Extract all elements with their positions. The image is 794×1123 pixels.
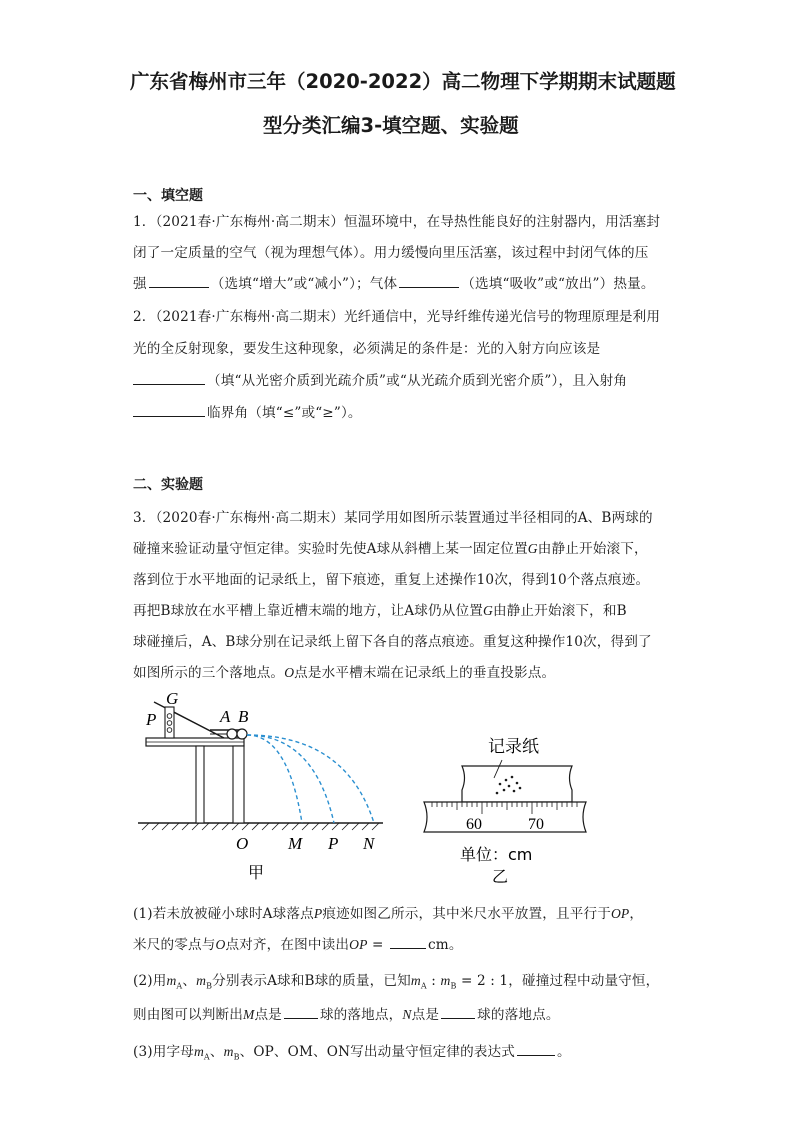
label-P-ground: P (328, 834, 339, 853)
q1-blank2[interactable] (399, 273, 459, 288)
sub3-c: 。 (557, 1044, 571, 1060)
sub2-l2e: 球的落地点。 (477, 1007, 560, 1023)
sub1-b: 痕迹如图乙所示，其中米尺水平放置，且平行于 (322, 906, 611, 922)
sub3-a: (3)用字母 (133, 1044, 194, 1060)
sub3-var-mB: m (223, 1044, 234, 1059)
trajectory-N (247, 735, 374, 823)
q3-line4-b: 由静止开始滚下，和B (492, 603, 627, 619)
sub1-a: (1)若未放被碰小球时A球落点 (133, 906, 314, 922)
sub3-sub-A: A (203, 1052, 210, 1062)
table-leg-left (196, 746, 204, 823)
sub2-b: 分别表示A球和B球的质量，已知 (212, 973, 411, 989)
ruler-tick-60: 60 (466, 816, 482, 833)
ground-hatch (142, 823, 379, 830)
q1-line3-c: （选填“吸收”或“放出”）热量。 (461, 276, 655, 292)
sub2-ratio-sub-B: B (450, 981, 457, 991)
q3-var-G2: G (482, 603, 493, 618)
sub2-var-N: N (402, 1007, 412, 1022)
label-A: A (220, 707, 231, 726)
sub2-sub-A: A (176, 981, 183, 991)
sub2-eq: = 2 : 1，碰撞过程中动量守恒， (456, 973, 660, 989)
sub2-ratio-mB: m (440, 973, 451, 988)
record-paper-label: 记录纸 (488, 737, 539, 757)
q3-var-G: G (527, 541, 538, 556)
sub2-l2b: 点是 (254, 1007, 282, 1023)
sub2-ratio-mA: m (410, 973, 421, 988)
sub1-var-OP2: OP (349, 937, 368, 952)
page-title-line2: 型分类汇编3-填空题、实验题 (263, 114, 519, 137)
sub1-l2a: 米尺的零点与 (133, 937, 216, 953)
section-heading-fill-blank: 一、填空题 (133, 188, 203, 204)
q1-line3-a: 强 (133, 276, 147, 292)
sub3-blank[interactable] (517, 1041, 555, 1056)
label-P-stand: P (146, 710, 157, 729)
sub2-line1 (133, 969, 659, 991)
sub3-b: 、OP、OM、ON写出动量守恒定律的表达式 (239, 1044, 516, 1060)
ruler-unit: 单位：cm (460, 845, 533, 864)
sub2-l2d: 点是 (411, 1007, 440, 1023)
q3-line3: 落到位于水平地面的记录纸上，留下痕迹，重复上述操作10次，得到10个落点痕迹。 (133, 572, 650, 588)
sub2-sep: 、 (182, 973, 197, 989)
caption-yi: 乙 (492, 867, 509, 886)
q3-line4 (133, 599, 627, 619)
sub2-line2 (133, 1003, 560, 1023)
sub2-colon: : (426, 973, 441, 989)
q3-var-O: O (284, 665, 295, 680)
sub1-line1 (133, 902, 643, 922)
sub2-a: (2)用 (133, 973, 167, 989)
q2-line1: 2．（2021春·广东梅州·高二期末）光纤通信中，光导纤维传递光信号的物理原理是利用 (133, 309, 661, 325)
q3-line2-b: 由静止开始滚下， (537, 541, 648, 557)
trajectory-P (247, 735, 334, 823)
q2-blank2[interactable] (133, 402, 205, 417)
q3-line2-a: 碰撞来验证动量守恒定律。实验时先使A球从斜槽上某一固定位置 (133, 541, 528, 557)
trajectory-M (247, 735, 302, 823)
q1-line3 (133, 272, 655, 292)
q2-line2: 光的全反射现象，要发生这种现象，必须满足的条件是：光的入射方向应该是 (133, 341, 601, 357)
section-heading-experiment: 二、实验题 (133, 477, 203, 493)
sub3-sub-B: B (233, 1052, 240, 1062)
q3-line6-b: 点是水平槽末端在记录纸上的垂直投影点。 (294, 665, 556, 681)
sub1-var-P: P (313, 906, 323, 921)
sub3-line1 (133, 1040, 571, 1062)
q1-line1: 1．（2021春·广东梅州·高二期末）恒温环境中，在导热性能良好的注射器内，用活塞封 (133, 214, 661, 230)
q2-line3 (133, 369, 627, 389)
sub2-var-mB: m (196, 973, 207, 988)
label-N: N (363, 834, 375, 853)
sub1-var-O: O (215, 937, 226, 952)
sub2-l2c: 球的落地点， (319, 1007, 403, 1023)
sub2-l2a: 则由图可以判断出 (133, 1007, 243, 1023)
ruler-tick-70: 70 (528, 816, 544, 833)
label-G: G (166, 690, 179, 708)
sub2-blank2[interactable] (441, 1004, 475, 1019)
q3-line6-a: 如图所示的三个落地点。 (133, 665, 285, 681)
sub3-sep: 、 (209, 1044, 224, 1060)
sub2-sub-B: B (206, 981, 213, 991)
page-title-line1: 广东省梅州市三年（2020-2022）高二物理下学期期末试题题 (130, 70, 676, 93)
q2-blank1[interactable] (133, 370, 205, 385)
sub1-l2c: = (367, 937, 389, 953)
ball-B (237, 729, 247, 739)
table-leg-right (233, 746, 244, 823)
q1-blank1[interactable] (149, 273, 209, 288)
figure-apparatus (138, 690, 398, 890)
q3-line5: 球碰撞后，A、B球分别在记录纸上留下各自的落点痕迹。重复这种操作10次，得到了 (133, 634, 652, 650)
sub1-var-OP: OP (610, 906, 630, 921)
sub2-var-mA: m (166, 973, 177, 988)
ball-A (227, 729, 237, 739)
q2-line4 (133, 401, 362, 421)
sub1-line2 (133, 933, 463, 953)
caption-jia: 甲 (248, 863, 265, 882)
label-B: B (238, 707, 249, 726)
sub2-ratio-sub-A: A (420, 981, 427, 991)
label-M: M (288, 834, 303, 853)
sub1-c: ， (629, 906, 644, 922)
label-O: O (236, 834, 249, 853)
q3-line1: 3．（2020春·广东梅州·高二期末）某同学用如图所示装置通过半径相同的A、B两球的 (133, 510, 653, 526)
sub2-var-M: M (242, 1007, 255, 1022)
sub1-blank[interactable] (390, 934, 426, 949)
q1-line3-b: （选填“增大”或“减小”）；气体 (210, 276, 398, 292)
sub1-l2d: cm。 (428, 937, 463, 953)
stand-G (165, 707, 174, 738)
q2-line3-b: （填“从光密介质到光疏介质”或“从光疏介质到光密介质”），且入射角 (207, 373, 628, 389)
q2-line4-b: 临界角（填“≤”或“≥”）。 (207, 405, 362, 421)
q3-line4-a: 再把B球放在水平槽上靠近槽末端的地方，让A球仍从位置 (133, 603, 483, 619)
q1-line2: 闭了一定质量的空气（视为理想气体）。用力缓慢向里压活塞，该过程中封闭气体的压 (133, 245, 649, 261)
sub3-var-mA: m (193, 1044, 204, 1059)
figure-ruler (420, 720, 595, 890)
sub2-blank1[interactable] (284, 1004, 318, 1019)
q3-line6 (133, 661, 555, 681)
q3-line2 (133, 537, 648, 557)
sub1-l2b: 点对齐，在图中读出 (225, 937, 350, 953)
